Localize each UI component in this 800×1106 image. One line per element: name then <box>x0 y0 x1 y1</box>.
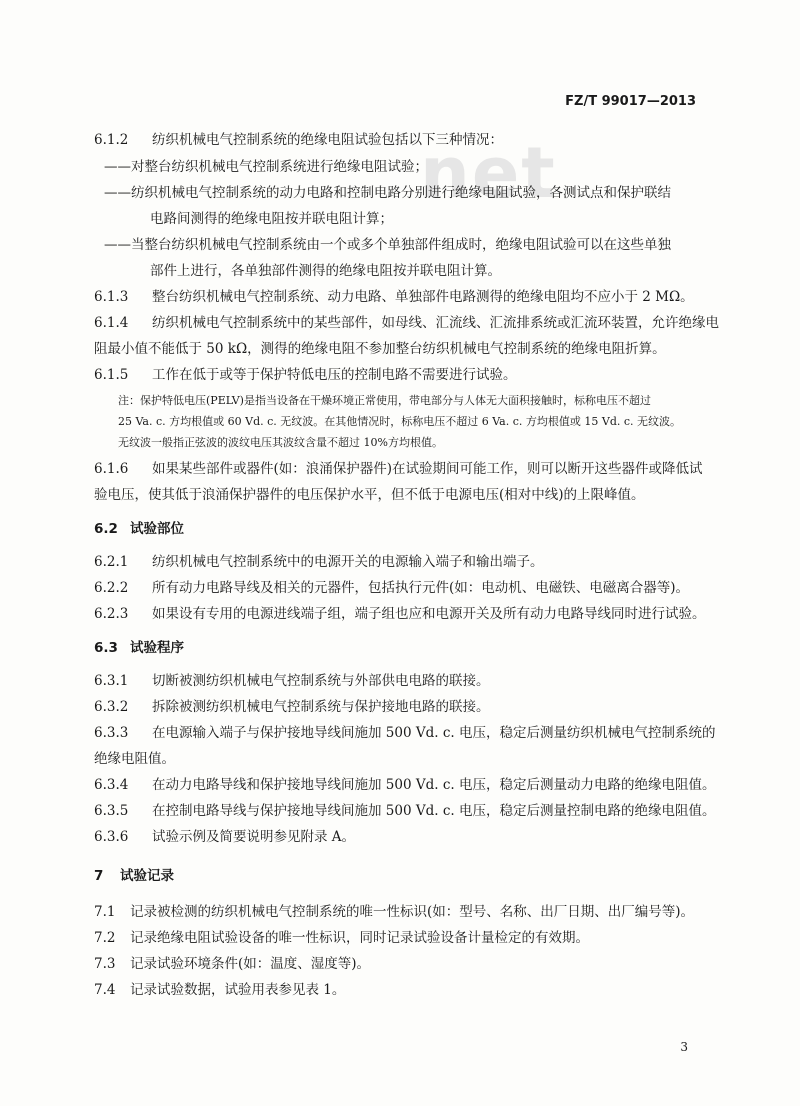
clause-6-2-2 <box>94 578 689 598</box>
clause-number: 7.1 <box>94 904 116 920</box>
watermark: net <box>420 132 557 214</box>
clause-7-3 <box>94 954 370 974</box>
list-item: ——对整台纺织机械电气控制系统进行绝缘电阻试验； <box>104 159 428 175</box>
clause-text: 记录试验环境条件(如：温度、湿度等)。 <box>130 956 371 972</box>
section-number: 6.2 <box>94 521 118 537</box>
clause-text: 试验示例及简要说明参见附录 A。 <box>152 829 356 845</box>
clause-7-1 <box>94 902 694 922</box>
clause-text-continuation: 验电压，使其低于浪涌保护器件的电压保护水平，但不低于电源电压(相对中线)的上限峰值。 <box>94 487 645 503</box>
clause-6-1-5 <box>94 365 517 385</box>
section-heading-7 <box>94 866 174 886</box>
clause-text: 所有动力电路导线及相关的元器件，包括执行元件(如：电动机、电磁铁、电磁离合器等)。 <box>152 580 690 596</box>
clause-number: 6.3.3 <box>94 725 129 741</box>
clause-number: 6.1.5 <box>94 367 129 383</box>
clause-number: 6.2.3 <box>94 606 129 622</box>
list-item: ——纺织机械电气控制系统的动力电路和控制电路分别进行绝缘电阻试验，各测试点和保护联结 <box>104 185 671 201</box>
clause-6-2-1 <box>94 552 544 572</box>
clause-text: 纺织机械电气控制系统中的电源开关的电源输入端子和输出端子。 <box>152 554 544 570</box>
clause-number: 7.3 <box>94 956 116 972</box>
clause-text: 记录被检测的纺织机械电气控制系统的唯一性标识(如：型号、名称、出厂日期、出厂编号等)。 <box>130 904 695 920</box>
clause-6-3-1 <box>94 671 490 691</box>
clause-6-3-6 <box>94 827 355 847</box>
clause-number: 6.1.4 <box>94 315 129 331</box>
clause-text: 工作在低于或等于保护特低电压的控制电路不需要进行试验。 <box>152 367 517 383</box>
clause-text: 纺织机械电气控制系统中的某些部件，如母线、汇流线、汇流排系统或汇流环装置，允许绝缘电 <box>152 315 719 331</box>
clause-number: 6.3.5 <box>94 803 129 819</box>
list-item: ——当整台纺织机械电气控制系统由一个或多个单独部件组成时，绝缘电阻试验可以在这些单独 <box>104 237 671 253</box>
section-number: 6.3 <box>94 640 118 656</box>
clause-text: 记录试验数据，试验用表参见表 1。 <box>130 982 346 998</box>
section-title: 试验程序 <box>130 640 184 656</box>
clause-number: 6.1.2 <box>94 132 129 148</box>
note-text: 注：保护特低电压(PELV)是指当设备在干燥环境正常使用，带电部分与人体无大面积接触时，标称电压不超过 <box>118 394 651 407</box>
note-text: 25 Va. c. 方均根值或 60 Vd. c. 无纹波。在其他情况时，标称电压不超过 6 Va. c. 方均根值或 15 Vd. c. 无纹波。 <box>118 415 682 428</box>
clause-text-continuation: 绝缘电阻值。 <box>94 751 175 767</box>
clause-number: 6.3.6 <box>94 829 129 845</box>
section-title: 试验部位 <box>130 521 184 537</box>
clause-6-3-2 <box>94 697 490 717</box>
clause-text: 切断被测纺织机械电气控制系统与外部供电电路的联接。 <box>152 673 490 689</box>
clause-7-2 <box>94 928 589 948</box>
clause-number: 6.2.1 <box>94 554 129 570</box>
clause-text: 如果设有专用的电源进线端子组，端子组也应和电源开关及所有动力电路导线同时进行试验。 <box>152 606 706 622</box>
clause-text-continuation: 阻最小值不能低于 50 kΩ，测得的绝缘电阻不参加整台纺织机械电气控制系统的绝缘电阻折算。 <box>94 341 666 357</box>
clause-text: 在电源输入端子与保护接地导线间施加 500 Vd. c. 电压，稳定后测量纺织机械电气控制系统的 <box>152 725 716 741</box>
section-number: 7 <box>94 868 104 884</box>
note-text: 无纹波一般指正弦波的波纹电压其波纹含量不超过 10%方均根值。 <box>118 436 443 449</box>
page-number: 3 <box>680 1040 688 1054</box>
clause-6-1-4 <box>94 313 719 333</box>
section-heading-6-3 <box>94 638 184 658</box>
clause-6-1-6 <box>94 459 703 479</box>
clause-6-2-3 <box>94 604 706 624</box>
clause-number: 6.3.4 <box>94 777 129 793</box>
clause-number: 7.4 <box>94 982 116 998</box>
clause-text: 记录绝缘电阻试验设备的唯一性标识，同时记录试验设备计量检定的有效期。 <box>130 930 589 946</box>
section-heading-6-2 <box>94 519 184 539</box>
standard-number: FZ/T 99017—2013 <box>565 94 696 109</box>
clause-number: 6.1.3 <box>94 289 129 305</box>
list-item-continuation: 部件上进行，各单独部件测得的绝缘电阻按并联电阻计算。 <box>150 263 501 279</box>
clause-text: 拆除被测纺织机械电气控制系统与保护接地电路的联接。 <box>152 699 490 715</box>
clause-text: 纺织机械电气控制系统的绝缘电阻试验包括以下三种情况： <box>152 132 503 148</box>
clause-number: 7.2 <box>94 930 116 946</box>
clause-number: 6.3.2 <box>94 699 129 715</box>
clause-6-1-2 <box>94 130 503 150</box>
clause-6-3-4 <box>94 775 715 795</box>
list-item-continuation: 电路间测得的绝缘电阻按并联电阻计算； <box>150 211 393 227</box>
clause-6-1-3 <box>94 287 694 307</box>
clause-7-4 <box>94 980 345 1000</box>
clause-text: 在动力电路导线和保护接地导线间施加 500 Vd. c. 电压，稳定后测量动力电路的绝缘电阻值。 <box>152 777 716 793</box>
clause-number: 6.3.1 <box>94 673 129 689</box>
clause-6-3-5 <box>94 801 715 821</box>
clause-6-3-3 <box>94 723 715 743</box>
clause-text: 在控制电路导线与保护接地导线间施加 500 Vd. c. 电压，稳定后测量控制电路的绝缘电阻值。 <box>152 803 716 819</box>
clause-number: 6.1.6 <box>94 461 129 477</box>
clause-text: 如果某些部件或器件(如：浪涌保护器件)在试验期间可能工作，则可以断开这些器件或降低试 <box>152 461 703 477</box>
clause-text: 整台纺织机械电气控制系统、动力电路、单独部件电路测得的绝缘电阻均不应小于 2 MΩ。 <box>152 289 694 305</box>
clause-number: 6.2.2 <box>94 580 129 596</box>
section-title: 试验记录 <box>120 868 174 884</box>
